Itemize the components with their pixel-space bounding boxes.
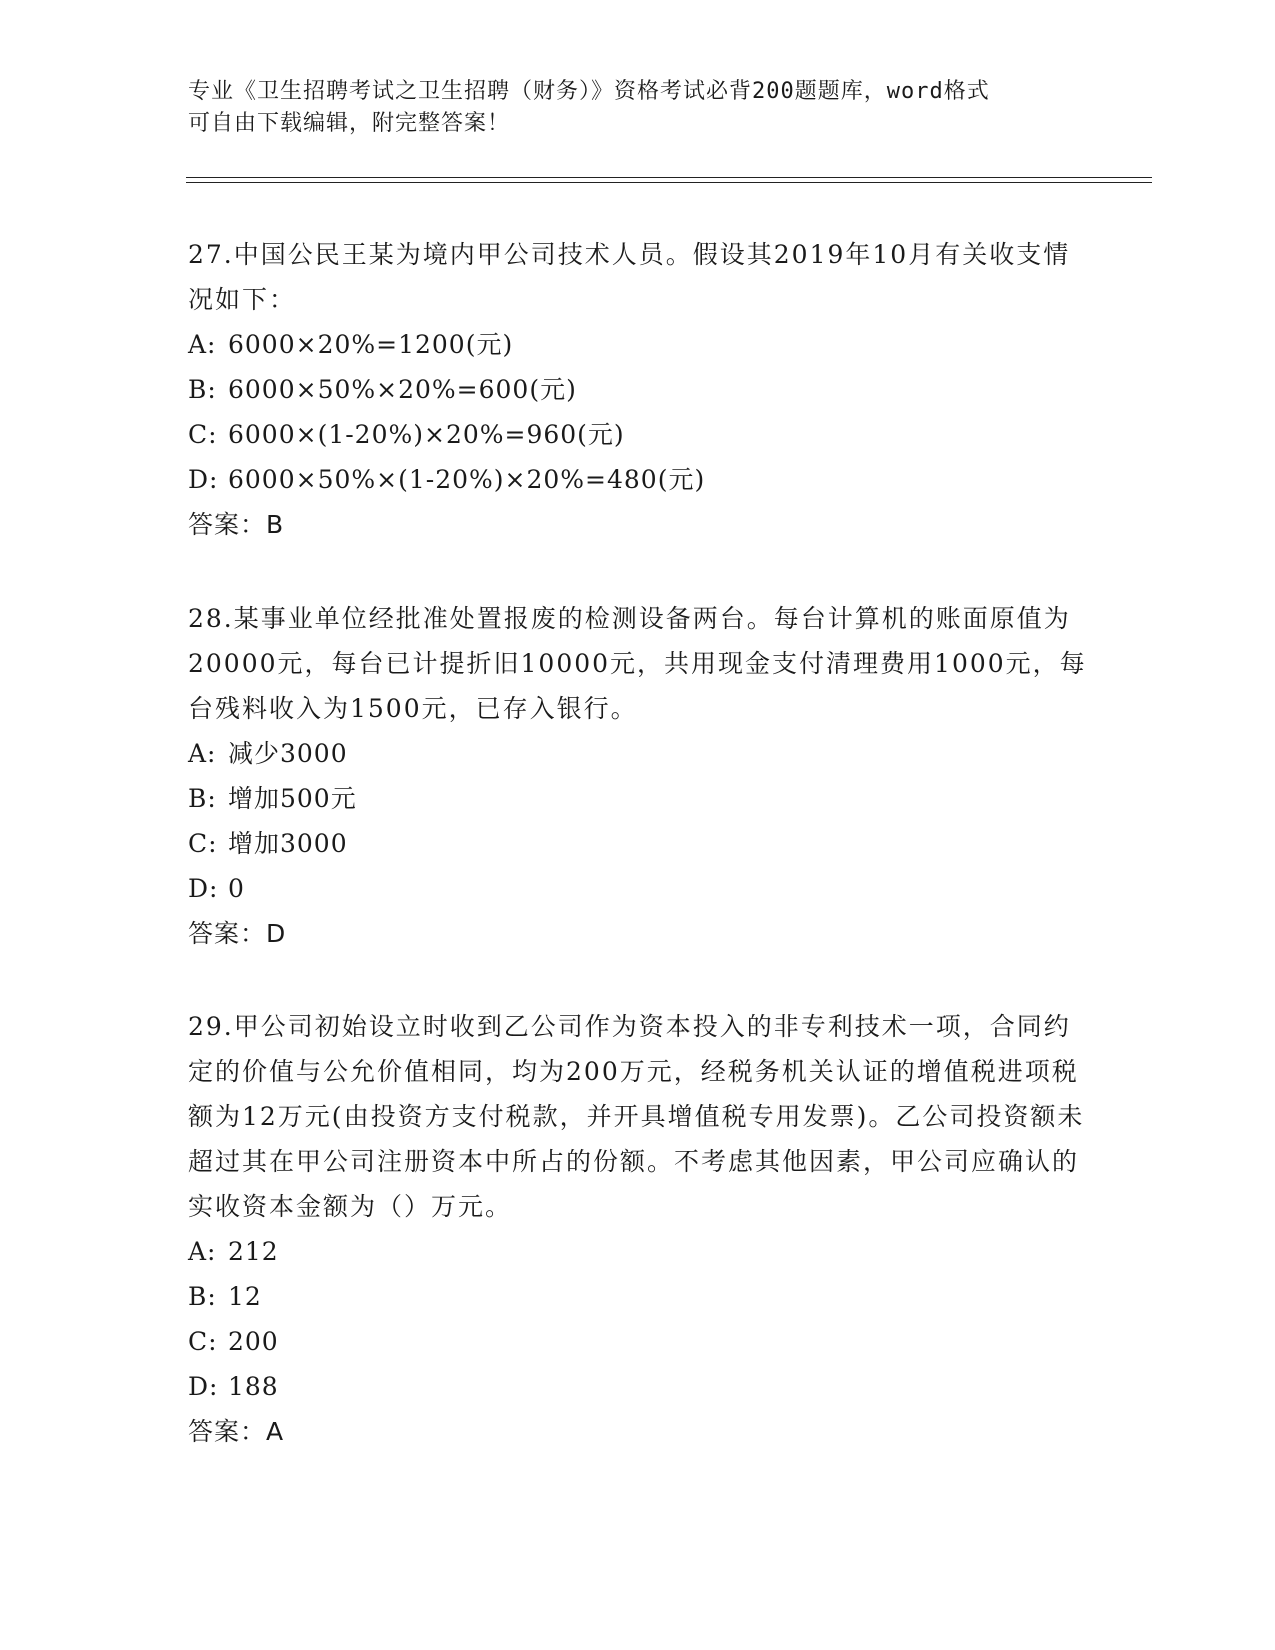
option-text: 212 — [228, 1237, 279, 1266]
option-letter: C: — [188, 1327, 218, 1356]
option-letter: C: — [188, 420, 218, 449]
answer-label: 答案：D — [188, 919, 287, 948]
option-c — [188, 412, 1088, 457]
option-letter: A: — [188, 330, 217, 359]
option-d — [188, 457, 1088, 502]
answer-label: 答案：A — [188, 1417, 285, 1446]
option-b — [188, 367, 1088, 412]
question-29 — [188, 1004, 1088, 1454]
question-text: 29.甲公司初始设立时收到乙公司作为资本投入的非专利技术一项，合同约定的价值与公允价值相同，均为200万元，经税务机关认证的增值税进项税额为12万元(由投资方支付税款，并开具增值税专用发票)。乙公司投资额未超过其在甲公司注册资本中所占的份额。不考虑其他因素，甲公司应确认的实收资本金额为（）万元。 — [188, 1012, 1085, 1221]
option-d — [188, 866, 1088, 911]
option-text: 188 — [228, 1372, 279, 1401]
option-text: 6000×50%×20%=600(元) — [228, 375, 577, 404]
question-text: 27.中国公民王某为境内甲公司技术人员。假设其2019年10月有关收支情况如下： — [188, 240, 1071, 314]
option-a — [188, 322, 1088, 367]
option-letter: D: — [188, 465, 219, 494]
option-c — [188, 821, 1088, 866]
header-divider-top — [186, 177, 1152, 178]
option-d — [188, 1364, 1088, 1409]
option-text: 减少3000 — [228, 739, 348, 768]
option-text: 200 — [228, 1327, 279, 1356]
option-letter: C: — [188, 829, 218, 858]
option-c — [188, 1319, 1088, 1364]
option-letter: D: — [188, 1372, 219, 1401]
option-b — [188, 776, 1088, 821]
document-header — [188, 76, 1068, 140]
option-letter: B: — [188, 1282, 217, 1311]
option-text: 6000×50%×(1-20%)×20%=480(元) — [228, 465, 706, 494]
answer-label: 答案：B — [188, 510, 285, 539]
option-letter: A: — [188, 1237, 217, 1266]
option-b — [188, 1274, 1088, 1319]
option-text: 6000×20%=1200(元) — [228, 330, 514, 359]
option-letter: B: — [188, 784, 217, 813]
question-28 — [188, 596, 1088, 956]
option-letter: A: — [188, 739, 217, 768]
header-line-2: 可自由下载编辑，附完整答案！ — [188, 111, 511, 136]
option-letter: D: — [188, 874, 219, 903]
option-text: 0 — [228, 874, 245, 903]
option-letter: B: — [188, 375, 217, 404]
question-27 — [188, 232, 1088, 547]
header-line-1: 专业《卫生招聘考试之卫生招聘（财务）》资格考试必背200题题库，word格式 — [188, 79, 990, 104]
option-a — [188, 731, 1088, 776]
option-text: 增加500元 — [228, 784, 357, 813]
option-text: 增加3000 — [228, 829, 348, 858]
question-text: 28.某事业单位经批准处置报废的检测设备两台。每台计算机的账面原值为20000元，每台已计提折旧10000元，共用现金支付清理费用1000元，每台残料收入为1500元，已存入银行。 — [188, 604, 1087, 723]
option-text: 6000×(1-20%)×20%=960(元) — [228, 420, 625, 449]
option-text: 12 — [228, 1282, 262, 1311]
option-a — [188, 1229, 1088, 1274]
header-divider-bottom — [186, 182, 1152, 183]
